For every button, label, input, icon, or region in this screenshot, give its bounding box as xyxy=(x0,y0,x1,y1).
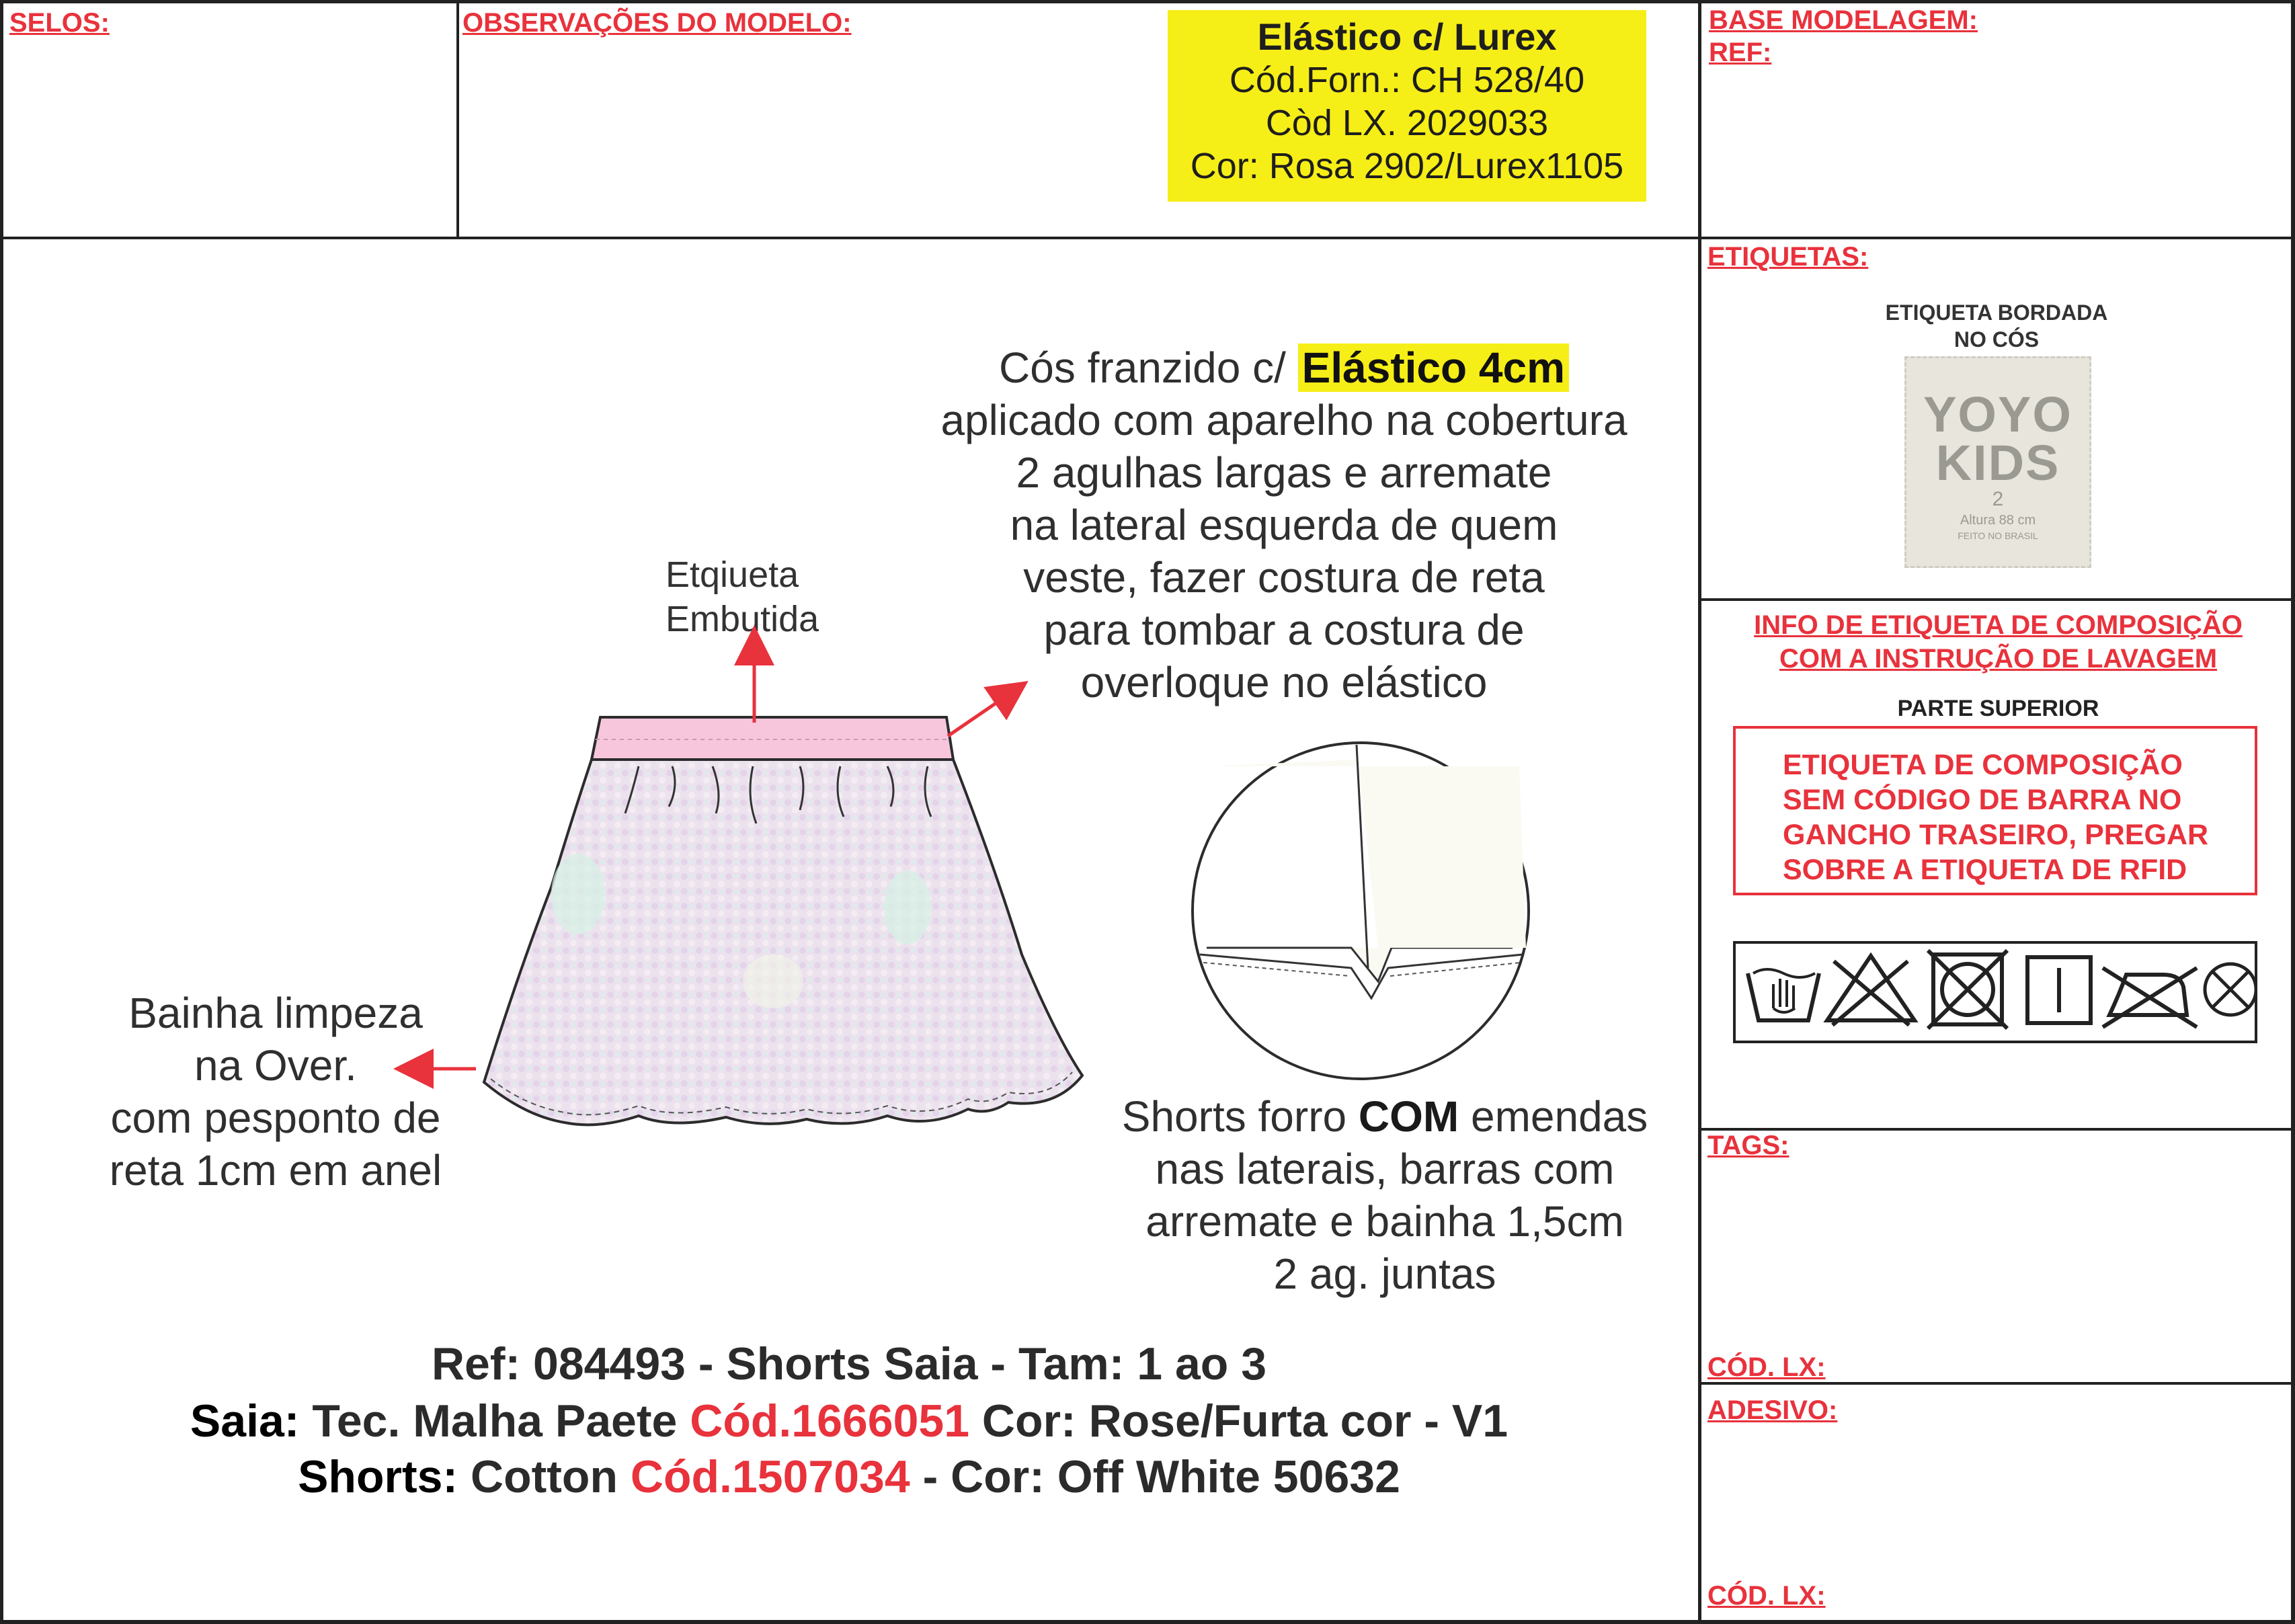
cod-lx-label-2: CÓD. LX: xyxy=(1707,1581,1826,1611)
frame-right xyxy=(2291,0,2295,1624)
parte-superior-label: PARTE SUPERIOR xyxy=(1897,696,2099,721)
hem-note-line-3: com pesponto de xyxy=(110,1094,441,1142)
tags-label: TAGS: xyxy=(1707,1131,1789,1160)
sidebar-line-2 xyxy=(1698,598,2295,601)
shorts-note-line-3: arremate e bainha 1,5cm xyxy=(1145,1197,1624,1246)
composition-box-line-2: SEM CÓDIGO DE BARRA NO xyxy=(1783,784,2182,816)
composition-box-line-1: ETIQUETA DE COMPOSIÇÃO xyxy=(1783,749,2183,781)
footer-ref-line: Ref: 084493 - Shorts Saia - Tam: 1 ao 3 xyxy=(431,1338,1267,1389)
ref-label: REF: xyxy=(1709,38,1772,67)
sidebar-line-1 xyxy=(1698,237,2295,239)
etiquetas-label: ETIQUETAS: xyxy=(1707,242,1869,272)
waistband-note-line-6: overloque no elástico xyxy=(1080,658,1488,706)
brand-tag-height: Altura 88 cm xyxy=(1960,513,2036,528)
shorts-note-line-1: Shorts forro COM emendas xyxy=(1121,1092,1648,1141)
shorts-note-line-2: nas laterais, barras com xyxy=(1155,1145,1615,1193)
label-embedded-line-1: Etqiueta xyxy=(666,555,799,595)
waistband-arrow xyxy=(948,692,1012,736)
elastic-line-1: Cód.Forn.: CH 528/40 xyxy=(1229,60,1585,100)
observacoes-label: OBSERVAÇÕES DO MODELO: xyxy=(462,8,852,38)
selos-label: SELOS: xyxy=(9,8,110,38)
footer-saia-line: Saia: Tec. Malha Paete Cód.1666051 Cor: Rose/Furta cor - V1 xyxy=(190,1395,1508,1447)
embroidered-label-caption: ETIQUETA BORDADA NO CÓS xyxy=(1885,300,2108,352)
composition-title: INFO DE ETIQUETA DE COMPOSIÇÃO COM A INSTRUÇÃO DE LAVAGEM xyxy=(1754,610,2243,674)
label-embedded-line-2: Embutida xyxy=(666,599,819,639)
hem-note-line-2: na Over. xyxy=(194,1041,357,1090)
elastic-highlight: Elástico 4cm xyxy=(1298,343,1569,392)
waistband-note-line-5: para tombar a costura de xyxy=(1043,606,1525,654)
saia-code: Cód.1666051 xyxy=(690,1395,970,1447)
waistband-note-line-4: veste, fazer costura de reta xyxy=(1023,553,1545,602)
sidebar-divider xyxy=(1698,0,1701,1624)
base-modelagem-label: BASE MODELAGEM: xyxy=(1709,5,1978,35)
waistband-note-line-1: aplicado com aparelho na cobertura xyxy=(940,396,1627,444)
skirt-body xyxy=(484,760,1082,1125)
waistband-note-line-3: na lateral esquerda de quem xyxy=(1010,501,1558,549)
care-instructions xyxy=(1733,941,2257,1043)
shorts-code: Cód.1507034 xyxy=(630,1451,910,1502)
cod-lx-label-1: CÓD. LX: xyxy=(1707,1352,1826,1382)
shorts-note-line-4: 2 ag. juntas xyxy=(1273,1250,1496,1298)
hem-note-line-4: reta 1cm em anel xyxy=(109,1146,442,1194)
brand-tag xyxy=(1904,356,2091,568)
elastic-line-2: Còd LX. 2029033 xyxy=(1265,103,1549,143)
elastic-line-3: Cor: Rosa 2902/Lurex1105 xyxy=(1190,146,1624,186)
composition-box-line-3: GANCHO TRASEIRO, PREGAR xyxy=(1783,819,2209,851)
skirt-waistband xyxy=(592,717,953,760)
composition-box xyxy=(1733,726,2257,895)
brand-tag-size: 2 xyxy=(1992,488,2004,510)
adesivo-label: ADESIVO: xyxy=(1707,1395,1838,1425)
waistband-note-line-0: Cós franzido c/ Elástico 4cm xyxy=(901,341,1667,394)
composition-box-line-4: SOBRE A ETIQUETA DE RFID xyxy=(1783,854,2187,886)
shorts-detail-circle xyxy=(1193,743,1529,1079)
elastic-title: Elástico c/ Lurex xyxy=(1257,15,1557,58)
footer-shorts-line: Shorts: Cotton Cód.1507034 - Cor: Off White 50632 xyxy=(298,1451,1400,1502)
brand-tag-line-2: KIDS xyxy=(1935,435,2060,491)
brand-tag-made: FEITO NO BRASIL xyxy=(1958,530,2038,541)
hem-note-line-1: Bainha limpeza xyxy=(128,989,423,1037)
waistband-note-line-2: 2 agulhas largas e arremate xyxy=(1016,448,1552,497)
brand-tag-line-1: YOYO xyxy=(1923,387,2072,442)
